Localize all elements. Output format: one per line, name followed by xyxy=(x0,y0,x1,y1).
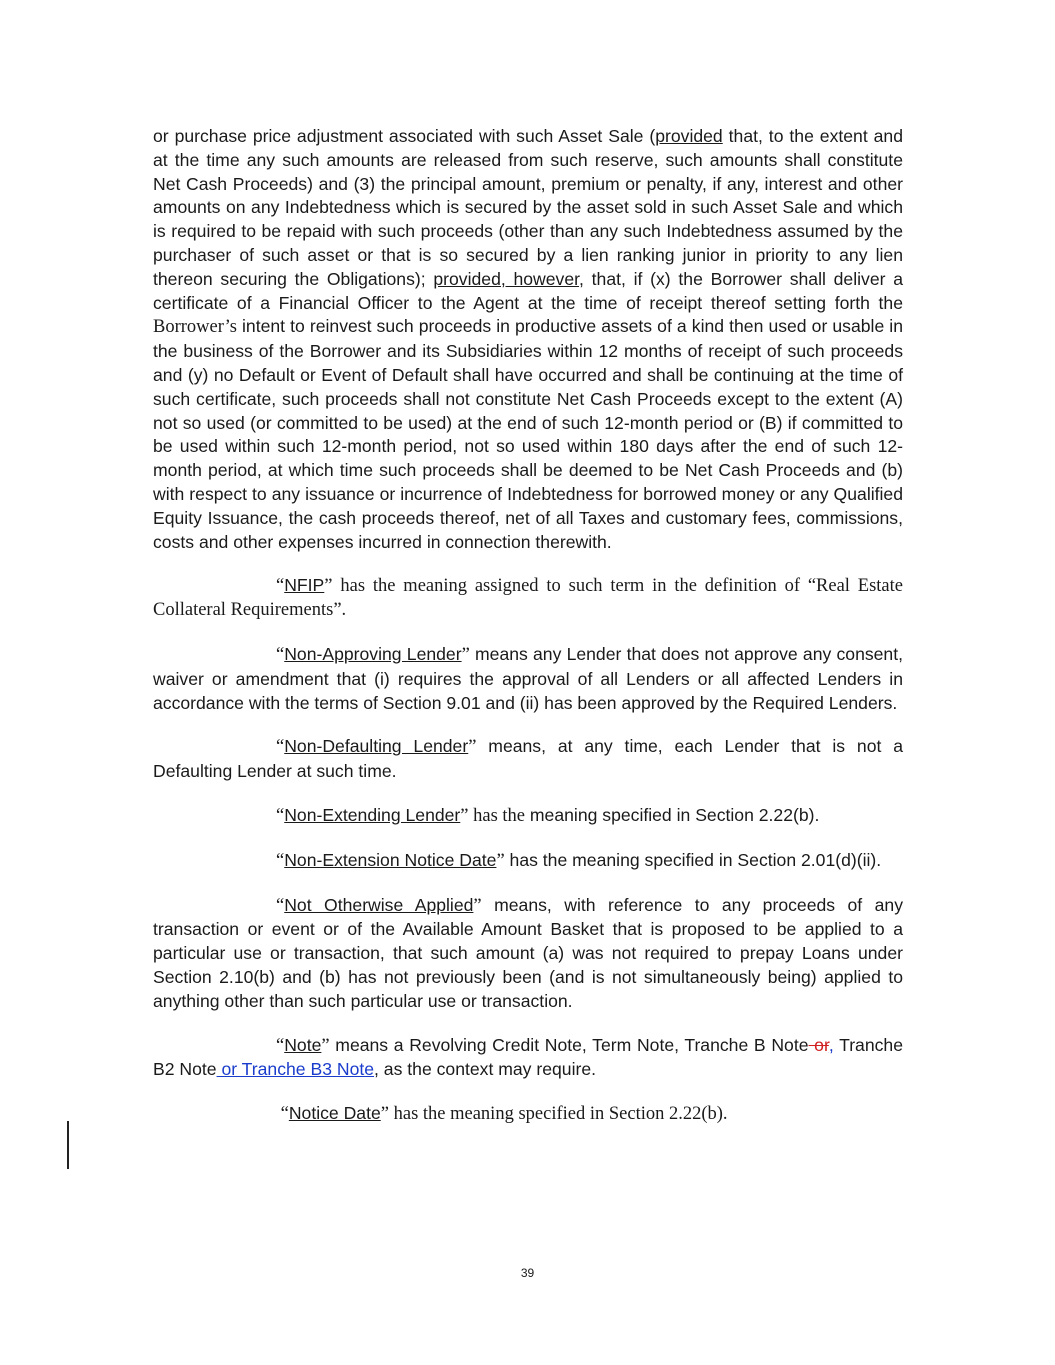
definition-non-defaulting-lender: “Non-Defaulting Lender” means, at any time, each Lender that is not a Defaulting Lender at such time. xyxy=(153,736,903,782)
page-number: 39 xyxy=(520,1266,535,1280)
defined-term: Note xyxy=(284,1034,322,1055)
definition-non-extension-notice-date: “Non-Extension Notice Date” has the meaning specified in Section 2.01(d)(ii). xyxy=(276,849,882,871)
definition-note: “Note” means a Revolving Credit Note, Term Note, Tranche B Note or, Tranche B2 Note or Tranche B3 Note, as the context may require. xyxy=(153,1034,903,1080)
defined-term: NFIP xyxy=(284,575,325,596)
definition-not-otherwise-applied: “Not Otherwise Applied” means, with reference to any proceeds of any transaction or event or of the Available Amount Basket that is proposed to be applied to a particular use or transaction, that such amount (a) was not required to prepay Loans under Section 2.10(b) and (b) has not previously been (and is not simultaneously being) applied to anything other than such particular use or transaction. xyxy=(153,894,903,1011)
provided-term: provided xyxy=(655,126,723,146)
definition-nfip: “NFIP” has the meaning assigned to such term in the definition of “Real Estate Collateral Requirements”. xyxy=(153,575,903,621)
definition-notice-date: “Notice Date” has the meaning specified in Section 2.22(b). xyxy=(276,1103,728,1125)
definition-non-approving-lender: “Non-Approving Lender” means any Lender that does not approve any consent, waiver or amendment that (i) requires the approval of all Lenders or all affected Lenders in accordance with the terms of Section 9.01 and (ii) has been approved by the Required Lenders. xyxy=(153,643,903,713)
revision-change-bar xyxy=(67,1121,69,1169)
defined-term: Non-Approving Lender xyxy=(284,643,462,664)
defined-term: Non-Extending Lender xyxy=(284,804,461,825)
defined-term: Non-Extension Notice Date xyxy=(284,849,497,870)
inserted-comma: , xyxy=(828,1034,834,1055)
defined-term: Non-Defaulting Lender xyxy=(284,736,469,757)
defined-term: Not Otherwise Applied xyxy=(284,894,474,915)
inserted-text: or Tranche B3 Note xyxy=(216,1059,375,1080)
definition-non-extending-lender: “Non-Extending Lender” has the meaning specified in Section 2.22(b). xyxy=(276,804,820,826)
provided-however-term: provided, however xyxy=(433,268,580,289)
document-page xyxy=(153,125,903,1127)
deleted-text: or xyxy=(808,1034,829,1055)
defined-term: Notice Date xyxy=(288,1103,381,1124)
net-cash-proceeds-continuation: or purchase price adjustment associated with such Asset Sale (provided that, to the extent and at the time any such amounts are released from such reserve, such amounts shall constitute Net Cash Proceeds) and (3) the principal amount, premium or penalty, if any, interest and other amounts on any Indebtedness which is secured by the asset sold in such Asset Sale and which is required to be repaid with such proceeds (other than any such Indebtedness assumed by the purchaser of such asset or that is so secured by a lien ranking junior in priority to any lien thereon securing the Obligations); provided, however, that, if (x) the Borrower shall deliver a certificate of a Financial Officer to the Agent at the time of receipt thereof setting forth the Borrower’s intent to reinvest such proceeds in productive assets of a kind then used or usable in the business of the Borrower and its Subsidiaries within 12 months of receipt of such proceeds and (y) no Default or Event of Default shall have occurred and shall be continuing at the time of such certificate, such proceeds shall not constitute Net Cash Proceeds except to the extent (A) not so used (or committed to be used) at the end of such 12-month period or (B) if committed to be used within such 12-month period, not so used within 180 days after the end of such 12-month period, at which time such proceeds shall be deemed to be Net Cash Proceeds and (b) with respect to any issuance or incurrence of Indebtedness for borrowed money or any Qualified Equity Issuance, the cash proceeds thereof, net of all Taxes and customary fees, commissions, costs and other expenses incurred in connection therewith. xyxy=(153,126,903,552)
